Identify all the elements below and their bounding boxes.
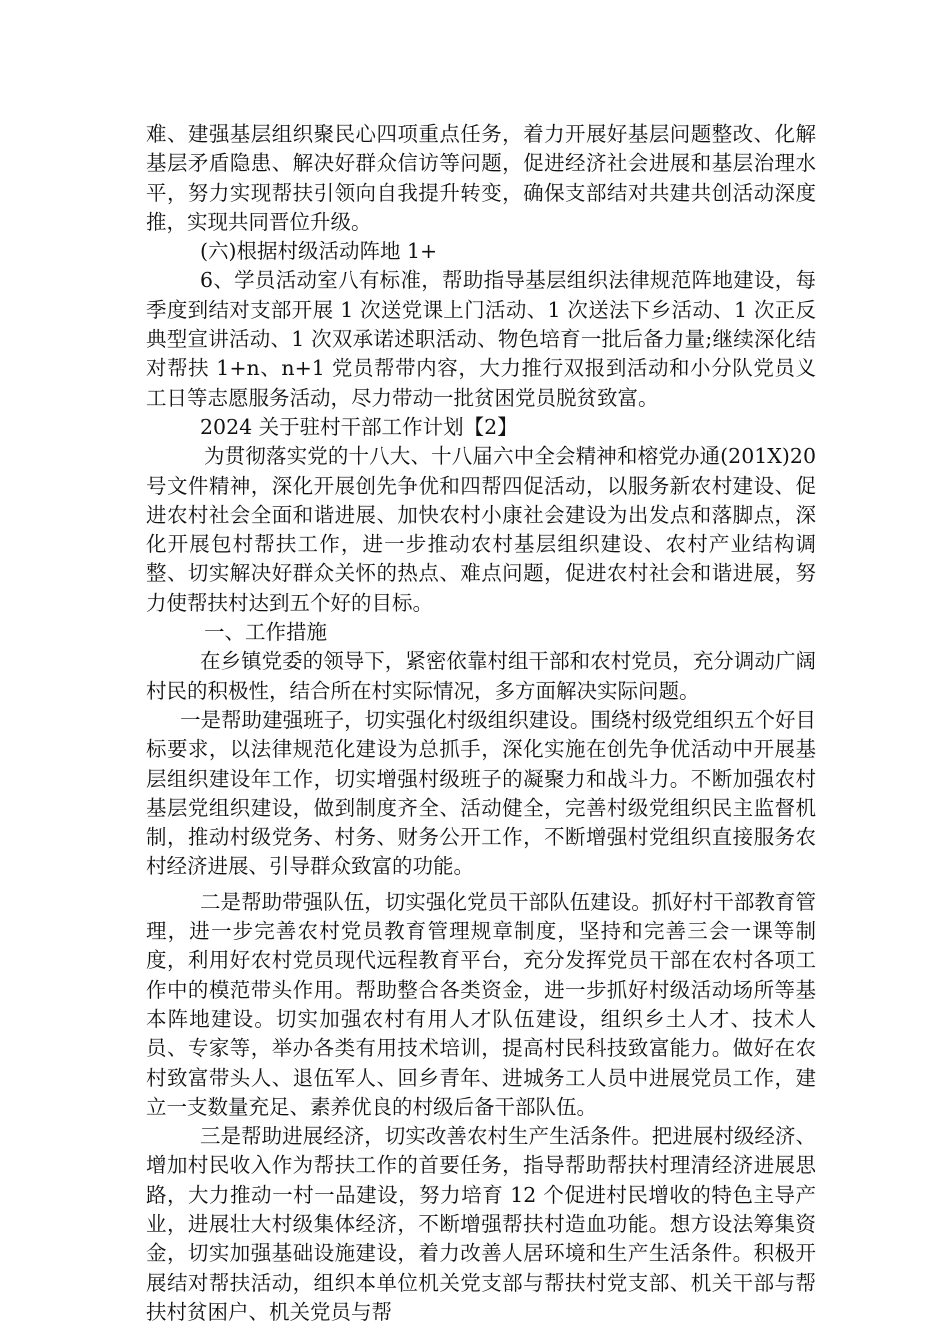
paragraph-measure-one: 一是帮助建强班子，切实强化村级组织建设。围绕村级党组织五个好目标要求，以法律规范化建设为总抓手，深化实施在创先争优活动中开展基层组织建设年工作，切实增强村级班子的凝聚力和战斗力。不断加强农村基层党组织建设，做到制度齐全、活动健全，完善村级党组织民主监督机制，推动村级党务、村务、财务公开工作，不断增强村党组织直接服务农村经济进展、引导群众致富的功能。 — [146, 707, 816, 879]
document-title: 2024 关于驻村干部工作计划【2】 — [200, 414, 518, 439]
paragraph-continuation: 难、建强基层组织聚民心四项重点任务，着力开展好基层问题整改、化解基层矛盾隐患、解决好群众信访等问题，促进经济社会进展和基层治理水平，努力实现帮扶引领向自我提升转变，确保支部结对共建共创活动深度推，实现共同晋位升级。 — [146, 122, 816, 234]
paragraph-measure-two: 二是帮助带强队伍，切实强化党员干部队伍建设。抓好村干部教育管理，进一步完善农村党员教育管理规章制度，坚持和完善三会一课等制度，利用好农村党员现代远程教育平台，充分发挥党员干部在农村各项工作中的模范带头作用。帮助整合各类资金，进一步抓好村级活动场所等基本阵地建设。切实加强农村有用人才队伍建设，组织乡土人才、技术人员、专家等，举办各类有用技术培训，提高村民科技致富能力。做好在农村致富带头人、退伍军人、回乡青年、进城务工人员中进展党员工作，建立一支数量充足、素养优良的村级后备干部队伍。 — [146, 889, 816, 1119]
section-heading-six: (六)根据村级活动阵地 1+ — [200, 239, 438, 264]
section-heading-work-measures: 一、工作措施 — [204, 620, 327, 645]
paragraph-measure-three: 三是帮助进展经济，切实改善农村生产生活条件。把进展村级经济、增加村民收入作为帮扶工作的首要任务，指导帮助帮扶村理清经济进展思路，大力推动一村一品建设，努力培育 12 个促进村民增收的特色主导产业，进展壮大村级集体经济，不断增强帮扶村造血功能。想方设法筹集资金，切实加强基础设施建设，着力改善人居环境和生产生活条件。积极开展结对帮扶活动，组织本单位机关党支部与帮扶村党支部、机关干部与帮扶村贫困户、机关党员与帮 — [146, 1124, 816, 1324]
paragraph-activity-room: 6、学员活动室八有标准，帮助指导基层组织法律规范阵地建设，每季度到结对支部开展 1 次送党课上门活动、1 次送法下乡活动、1 次正反典型宣讲活动、1 次双承诺述职活动、物色培育一批后备力量;继续深化结对帮扶 1+n、n+1 党员帮带内容，大力推行双报到活动和小分队党员义工日等志愿服务活动，尽力带动一批贫困党员脱贫致富。 — [146, 268, 816, 410]
paragraph-party-leadership: 在乡镇党委的领导下，紧密依靠村组干部和农村党员，充分调动广阔村民的积极性，结合所在村实际情况，多方面解决实际问题。 — [146, 649, 816, 703]
paragraph-intro: 为贯彻落实党的十八大、十八届六中全会精神和榕党办通(201X)20 号文件精神，深化开展创先争优和四帮四促活动，以服务新农村建设、促进农村社会全面和谐进展、加快农村小康社会建设为出发点和落脚点，深化开展包村帮扶工作，进一步推动农村基层组织建设、农村产业结构调整、切实解决好群众关怀的热点、难点问题，促进农村社会和谐进展，努力使帮扶村达到五个好的目标。 — [146, 444, 816, 615]
document-body — [146, 120, 816, 1327]
